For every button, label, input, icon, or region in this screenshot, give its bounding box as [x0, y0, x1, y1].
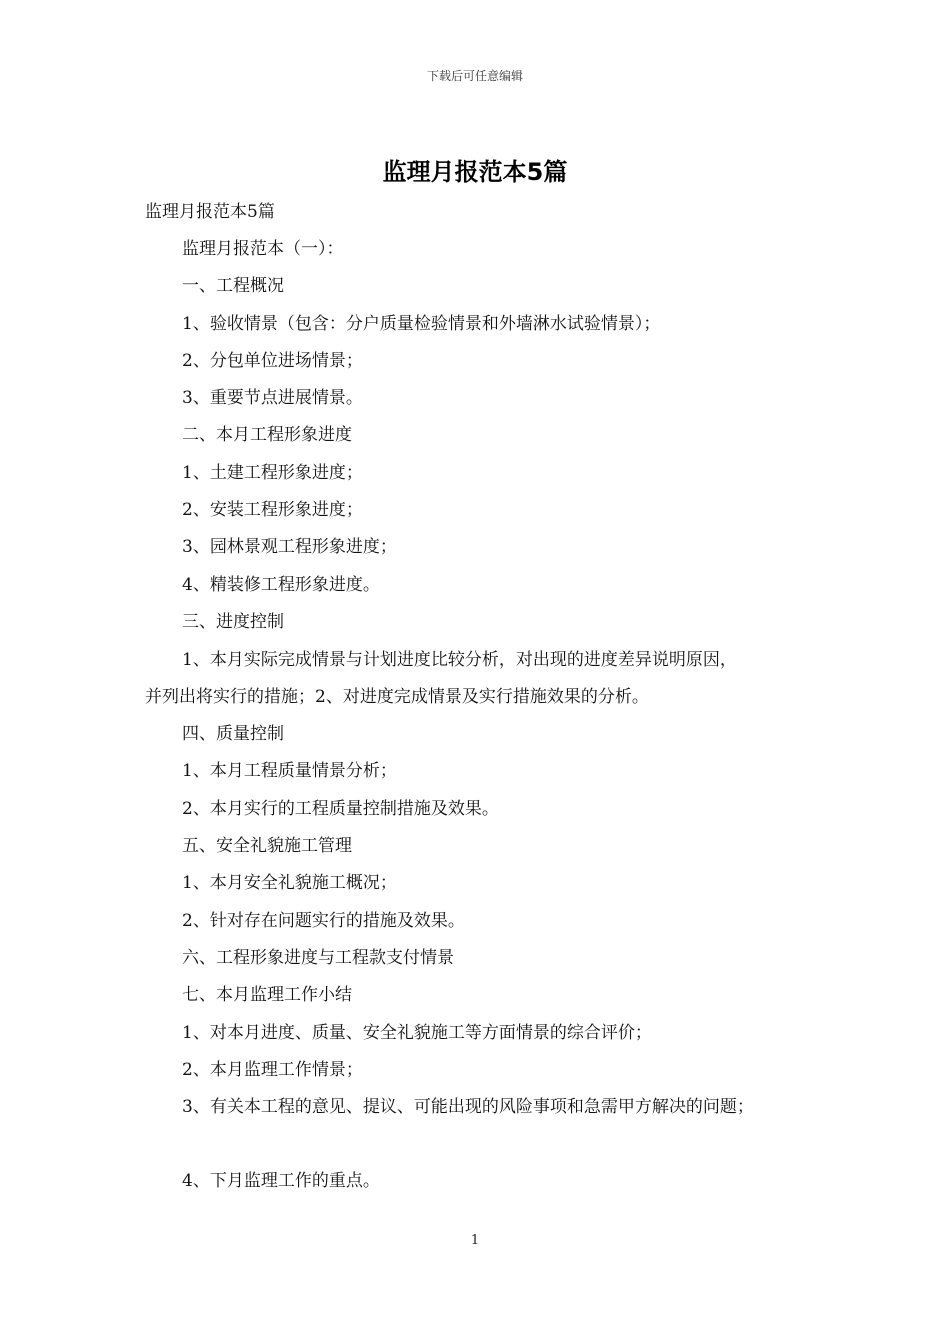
- list-item: 4、精装修工程形象进度。: [182, 575, 380, 595]
- header-note: 下载后可任意编辑: [426, 69, 523, 83]
- list-item: 2、本月监理工作情景；: [182, 1060, 363, 1080]
- section-heading-5: 五、安全礼貌施工管理: [182, 836, 352, 856]
- list-item: 3、有关本工程的意见、提议、可能出现的风险事项和急需甲方解决的问题；: [182, 1097, 754, 1117]
- section-heading-6: 六、工程形象进度与工程款支付情景: [182, 948, 454, 968]
- list-item: 2、针对存在问题实行的措施及效果。: [182, 911, 465, 931]
- list-item: 1、对本月进度、质量、安全礼貌施工等方面情景的综合评价；: [182, 1023, 652, 1043]
- section-heading-2: 二、本月工程形象进度: [182, 425, 352, 445]
- list-item: 1、本月工程质量情景分析；: [182, 761, 397, 781]
- list-item-continuation: 并列出将实行的措施；2、对进度完成情景及实行措施效果的分析。: [145, 687, 649, 707]
- list-item: 1、验收情景（包含：分户质量检验情景和外墙淋水试验情景）；: [182, 314, 661, 334]
- list-item: 1、本月实际完成情景与计划进度比较分析，对出现的进度差异说明原因，: [182, 650, 737, 670]
- section-heading-1: 一、工程概况: [182, 276, 284, 296]
- sample-heading: 监理月报范本（一）：: [182, 239, 344, 259]
- list-item: 4、下月监理工作的重点。: [182, 1171, 380, 1191]
- subtitle-line: 监理月报范本5篇: [145, 202, 275, 222]
- document-title: 监理月报范本5篇: [382, 158, 568, 186]
- list-item: 1、本月安全礼貌施工概况；: [182, 873, 397, 893]
- section-heading-4: 四、质量控制: [182, 724, 284, 744]
- list-item: 2、分包单位进场情景；: [182, 351, 363, 371]
- list-item: 1、土建工程形象进度；: [182, 463, 363, 483]
- list-item: 3、重要节点进展情景。: [182, 388, 363, 408]
- list-item: 3、园林景观工程形象进度；: [182, 537, 397, 557]
- section-heading-3: 三、进度控制: [182, 612, 284, 632]
- section-heading-7: 七、本月监理工作小结: [182, 985, 352, 1005]
- list-item: 2、本月实行的工程质量控制措施及效果。: [182, 799, 499, 819]
- page-number: 1: [470, 1233, 480, 1248]
- list-item: 2、安装工程形象进度；: [182, 500, 363, 520]
